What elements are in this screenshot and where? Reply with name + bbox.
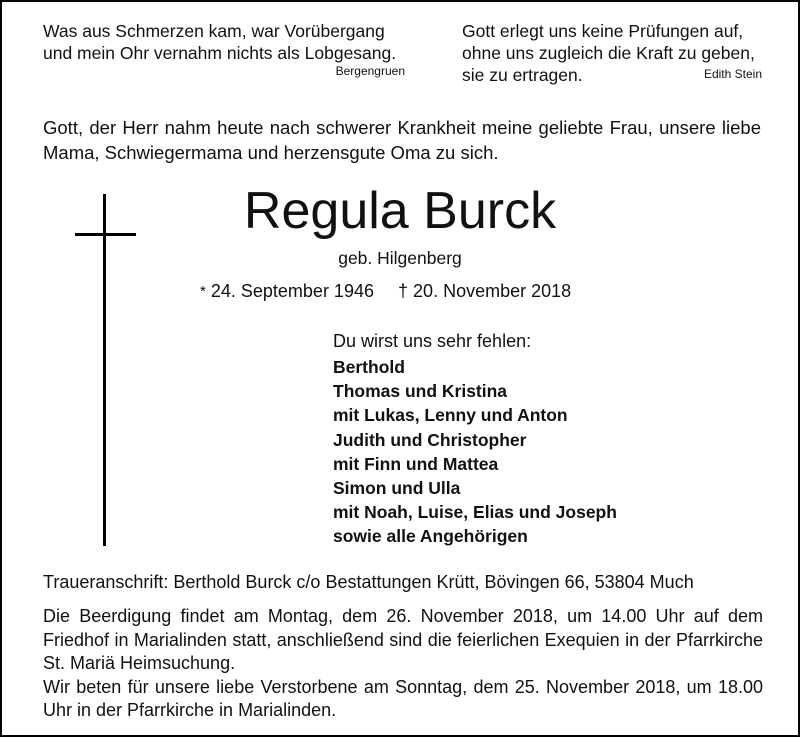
quote-left-line: und mein Ohr vernahm nichts als Lobgesang. — [43, 43, 397, 63]
funeral-info — [43, 605, 763, 723]
deceased-name: Regula Burck — [243, 182, 557, 240]
intro-text: Gott, der Herr nahm heute nach schwerer Krankheit meine geliebte Frau, unsere liebe Mama, Schwiegermama und herzensgute Oma zu sich. — [43, 117, 761, 163]
mourner-group — [333, 428, 617, 476]
mourner-line: Judith und Christopher — [333, 429, 527, 450]
mourner-line: Thomas und Kristina — [333, 381, 508, 402]
mourner-group — [333, 355, 617, 379]
quote-right-line: Gott erlegt uns keine Prüfungen auf, — [462, 21, 744, 41]
funeral-paragraph: Die Beerdigung findet am Montag, dem 26. November 2018, um 14.00 Uhr auf dem Friedhof in Marialinden statt, anschließend sind die feierlichen Exequien in der Pfarrkirche St. Mariä Heimsuchung. — [43, 606, 763, 673]
quote-right-line: sie zu ertragen. — [462, 65, 583, 85]
mourner-line: Simon und Ulla — [333, 478, 461, 499]
mourners-list — [333, 355, 617, 549]
mourning-address: Traueranschrift: Berthold Burck c/o Bestattungen Krütt, Bövingen 66, 53804 Much — [43, 572, 694, 592]
birth-date: 24. September 1946 — [210, 281, 374, 301]
mourner-line: Berthold — [333, 357, 405, 377]
quote-right-author: Edith Stein — [703, 67, 762, 81]
mourner-group — [333, 476, 617, 524]
mourner-line: mit Lukas, Lenny und Anton — [333, 405, 568, 426]
death-date: 20. November 2018 — [413, 281, 572, 301]
mourners-heading: Du wirst uns sehr fehlen: — [333, 331, 532, 351]
life-dates — [200, 279, 571, 304]
mourner-group — [333, 524, 617, 548]
birth-name: geb. Hilgenberg — [338, 248, 462, 268]
death-dagger-icon: † — [398, 281, 409, 301]
quote-right-line: ohne uns zugleich die Kraft zu geben, — [462, 43, 755, 63]
birth-star-icon: * — [200, 283, 206, 300]
mourner-line: sowie alle Angehörigen — [333, 526, 528, 547]
quote-left-author: Bergengruen — [335, 64, 405, 78]
quote-left — [43, 20, 396, 64]
prayer-paragraph: Wir beten für unsere liebe Verstorbene am Sonntag, dem 25. November 2018, um 18.00 Uhr in der Pfarrkirche in Marialinden. — [43, 676, 763, 720]
quote-left-line: Was aus Schmerzen kam, war Vorübergang — [43, 21, 385, 41]
mourner-group — [333, 379, 617, 427]
mourner-line: mit Finn und Mattea — [333, 453, 499, 474]
mourner-line: mit Noah, Luise, Elias und Joseph — [333, 502, 617, 523]
